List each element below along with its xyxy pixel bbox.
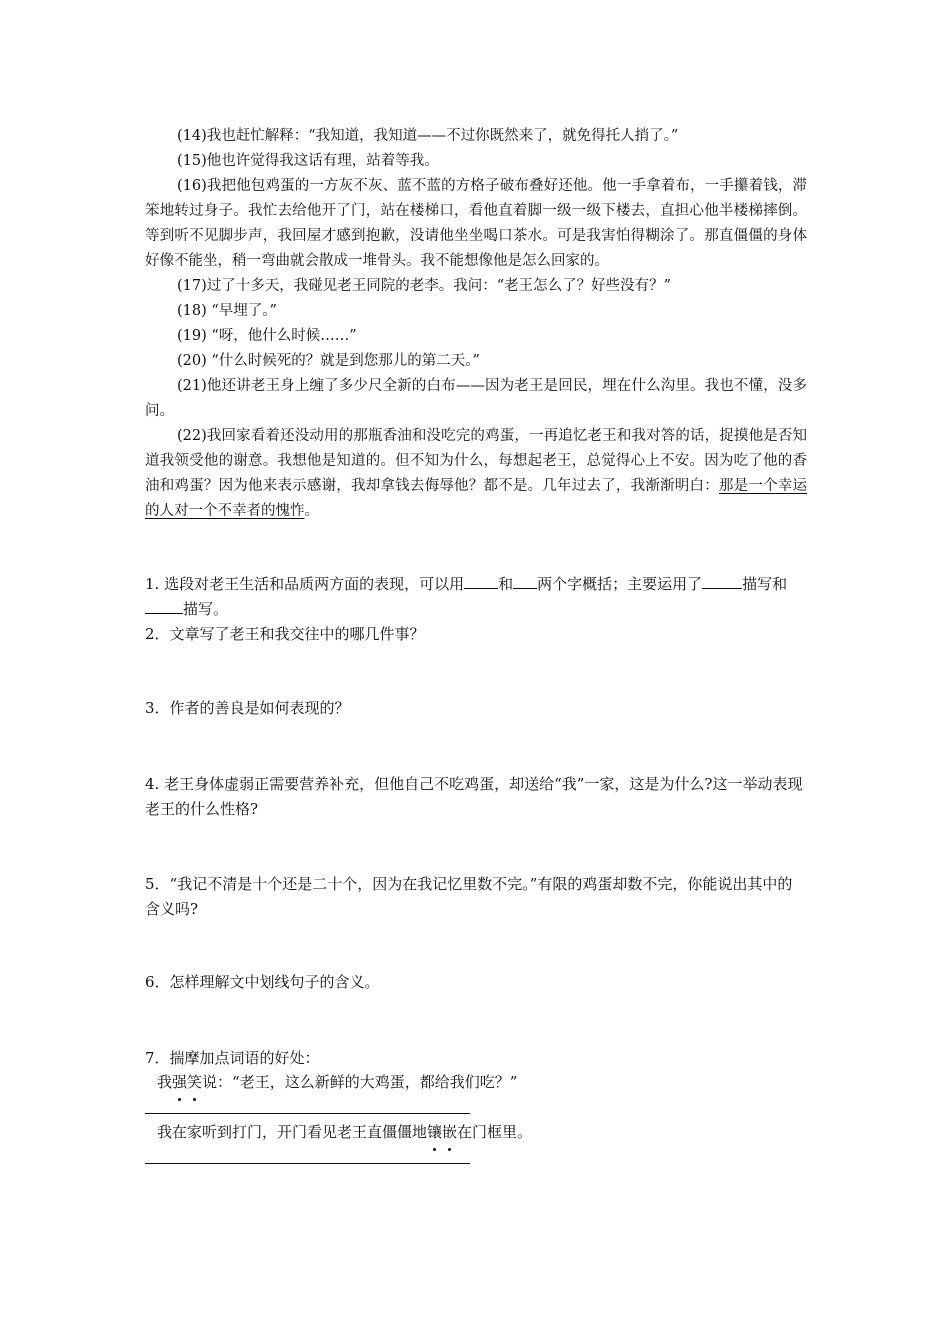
- fill-blank-4[interactable]: [145, 599, 183, 614]
- question-1-text: 两个字概括；主要运用了: [537, 575, 703, 593]
- dotted-word-2-text: [427, 1123, 457, 1141]
- sentence-2-text: 在门框里。: [457, 1123, 533, 1141]
- question-1-text: 描写。: [183, 600, 229, 618]
- question-1-text: 1. 选段对老王生活和品质两方面的表现，可以用: [145, 575, 465, 593]
- question-2: 2．文章写了老王和我交往中的哪几件事？: [145, 625, 425, 643]
- paragraph-15: (15)他也许觉得我这话有理，站着等我。: [177, 153, 439, 169]
- question-1: [145, 572, 807, 622]
- reading-passage: [145, 124, 807, 524]
- fill-blank-1[interactable]: [464, 574, 498, 589]
- dotted-word-1: [172, 1073, 202, 1091]
- dotted-character: 镶: [427, 1120, 442, 1145]
- dotted-character: 嵌: [442, 1120, 457, 1145]
- sentence-2-text: 我在家听到打门，开门看见老王直僵僵地: [157, 1123, 428, 1141]
- answer-line-1[interactable]: [145, 1113, 470, 1114]
- paragraph-16: (16)我把他包鸡蛋的一方灰不灰、蓝不蓝的方格子破布叠好还他。他一手拿着布，一手攥着钱，滞笨地转过身子。我忙去给他开了门，站在楼梯口，看他直着脚一级一级下楼去，直担心他半楼梯摔倒。等到听不见脚步声，我回屋才感到抱歉，没请他坐坐喝口茶水。可是我害怕得糊涂了。那直僵僵的身体好像不能坐，稍一弯曲就会散成一堆骨头。我不能想像他是怎么回家的。: [145, 178, 807, 269]
- question-7: 7．揣摩加点词语的好处：: [145, 1049, 320, 1067]
- fill-blank-2[interactable]: [513, 574, 537, 589]
- paragraph-18: (18) “早埋了。”: [177, 303, 277, 319]
- question-3: 3．作者的善良是如何表现的？: [145, 699, 350, 717]
- paragraph-22: [145, 424, 807, 524]
- answer-line-2[interactable]: [145, 1163, 470, 1164]
- question-6: 6．怎样理解文中划线句子的含义。: [145, 973, 380, 991]
- question-4: 4. 老王身体虚弱正需要营养补充，但他自己不吃鸡蛋，却送给“我”一家，这是为什么?这一举动表现老王的什么性格?: [145, 775, 803, 818]
- paragraph-17: (17)过了十多天，我碰见老王同院的老李。我问：“老王怎么了？好些没有？”: [177, 278, 672, 294]
- question-1-text: 和: [498, 575, 514, 593]
- sentence-1-text: 我: [157, 1073, 173, 1091]
- dotted-character: 笑: [187, 1070, 202, 1095]
- paragraph-20: (20) “什么时候死的？就是到您那儿的第二天。”: [177, 353, 480, 369]
- paragraph-19: (19) “呀，他什么时候……”: [177, 328, 357, 344]
- question-5: 5．“我记不清是十个还是二十个，因为在我记忆里数不完。”有限的鸡蛋却数不完，你能说出其中的含义吗?: [145, 875, 793, 918]
- paragraph-22-text: (22)我回家看着还没动用的那瓶香油和没吃完的鸡蛋，一再追忆老王和我对答的话，捉摸他是否知道我领受他的谢意。我想他是知道的。但不知为什么，每想起老王，总觉得心上不安。因为吃了他的香油和鸡蛋？因为他来表示感谢，我却拿钱去侮辱他？都不是。几年过去了，我渐渐明白：: [145, 428, 807, 494]
- dotted-word-1-text: [172, 1073, 202, 1091]
- sentence-1-text: 说：“老王，这么新鲜的大鸡蛋，都给我们吃？”: [202, 1073, 518, 1091]
- underlined-sentence: 那是一个幸运的人对一个不幸者的愧怍: [145, 478, 808, 519]
- paragraph-21: (21)他还讲老王身上缠了多少尺全新的白布——因为老王是回民，埋在什么沟里。我也不懂，没多问。: [145, 378, 807, 419]
- paragraph-22-end: 。: [304, 503, 319, 519]
- example-sentence-2: [157, 1120, 819, 1145]
- dotted-character: 强: [172, 1070, 187, 1095]
- example-sentence-1: [157, 1070, 819, 1095]
- question-1-text: 描写和: [742, 575, 788, 593]
- fill-blank-3[interactable]: [702, 574, 742, 589]
- paragraph-14: (14)我也赶忙解释：“我知道，我知道——不过你既然来了，就免得托人捎了。”: [177, 128, 679, 144]
- dotted-word-2: [427, 1123, 457, 1141]
